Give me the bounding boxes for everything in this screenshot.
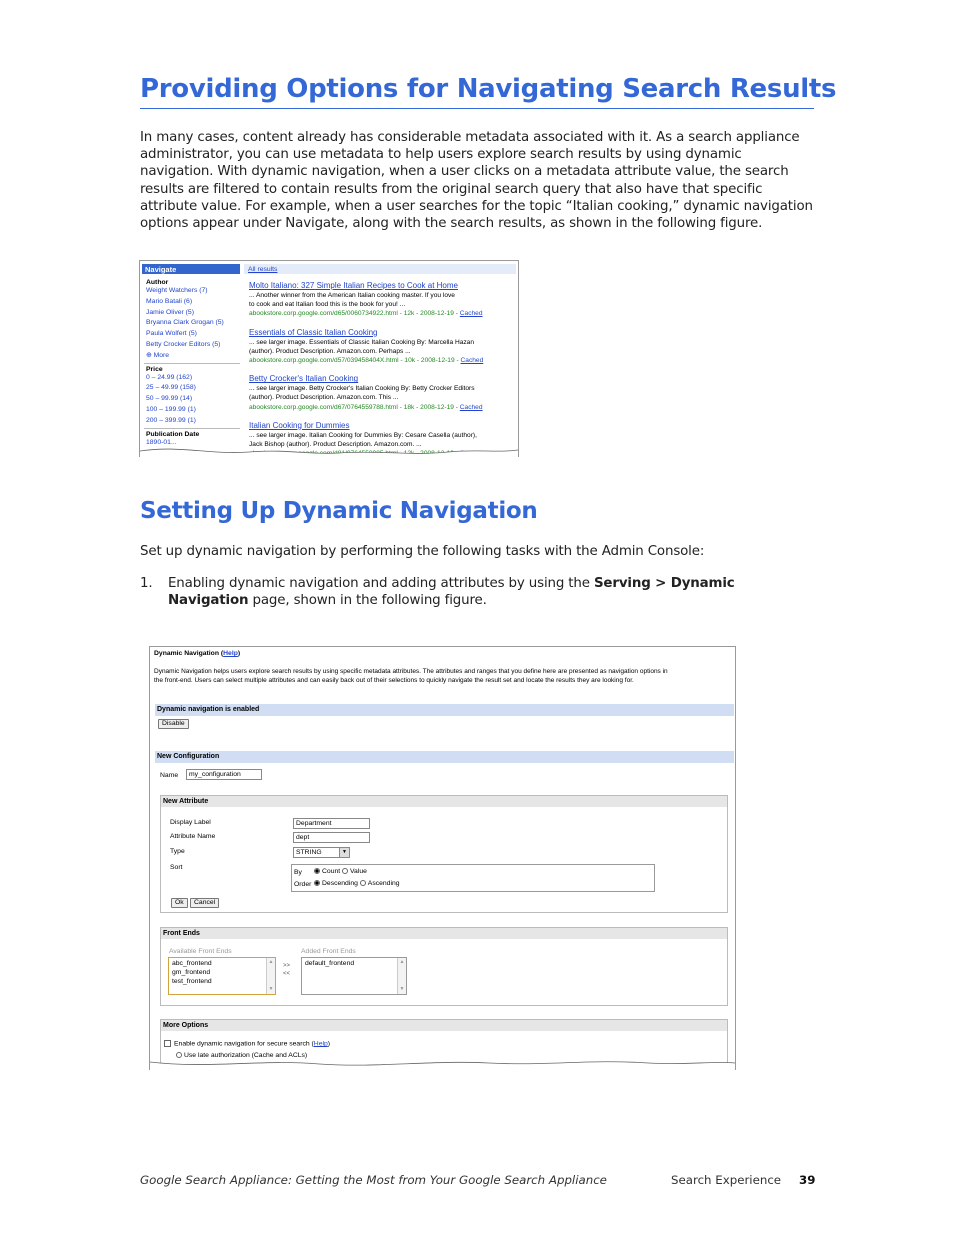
cancel-button[interactable]: Cancel: [190, 898, 219, 908]
scrollbar[interactable]: ▲ ▼: [266, 958, 275, 994]
nav-group-title: Price: [146, 365, 163, 373]
result-snippet: to cook and eat Italian food this is the book for you! ...: [249, 301, 406, 309]
nav-link[interactable]: 25 – 49.99 (158): [146, 384, 196, 392]
description-line: the front-end. Users can select multiple attributes and can easily back out of their selections to quickly navigate the result set and locate the results they are looking for.: [154, 677, 634, 684]
secure-search-checkbox[interactable]: [164, 1040, 171, 1047]
page-number: 39: [799, 1173, 816, 1187]
result-url-text: abookstore.corp.google.com/d67/0764559788.html - 18k - 2008-12-19 -: [249, 403, 458, 411]
result-snippet: ... see larger image. Essentials of Classic Italian Cooking By: Marcella Hazan: [249, 338, 475, 346]
step-text-pre: Enabling dynamic navigation and adding attributes by using the: [168, 576, 594, 591]
result-snippet: ... see larger image. Betty Crocker's Italian Cooking By: Betty Crocker Editors: [249, 385, 475, 393]
nav-link[interactable]: Jamie Oliver (5): [146, 308, 194, 316]
attribute-name-label: Attribute Name: [170, 833, 216, 840]
result-url-text: abookstore.corp.google.com/d57/039458404X.html - 10k - 2008-12-19 -: [249, 357, 459, 365]
count-option-label: Count: [322, 868, 341, 875]
result-snippet: Jack Bishop (author). Product Description. Amazon.com. ...: [249, 441, 422, 449]
description-line: Dynamic Navigation helps users explore search results by using specific metadata attributes. The attributes and ranges that you define here are presented as navigation options in: [154, 668, 668, 675]
more-options-header: More Options: [161, 1020, 727, 1031]
help-link[interactable]: Help: [223, 650, 238, 657]
section-heading-setup: Setting Up Dynamic Navigation: [140, 498, 538, 524]
added-label: Added Front Ends: [301, 948, 356, 955]
by-label: By: [294, 869, 302, 876]
setup-paragraph: Set up dynamic navigation by performing the following tasks with the Admin Console:: [140, 544, 705, 559]
all-results-link[interactable]: All results: [244, 264, 516, 274]
result-url: [249, 309, 516, 318]
available-label: Available Front Ends: [169, 948, 232, 955]
nav-link[interactable]: Weight Watchers (7): [146, 287, 208, 294]
nav-link[interactable]: Bryanna Clark Grogan (5): [146, 319, 224, 327]
nav-group-title: Author: [146, 279, 169, 286]
panel-title: [154, 650, 240, 657]
late-auth-label: Use late authorization (Cache and ACLs): [184, 1052, 308, 1059]
sort-order-options: [314, 880, 400, 887]
available-listbox[interactable]: [168, 957, 276, 995]
new-attribute-section: [160, 795, 728, 913]
display-label-label: Display Label: [170, 819, 211, 826]
result-item: [244, 281, 516, 319]
add-arrow-button[interactable]: >>: [283, 963, 291, 969]
sort-label: Sort: [170, 864, 183, 871]
value-radio[interactable]: [342, 868, 348, 874]
result-snippet: (author). Product Description. Amazon.com. This ...: [249, 394, 399, 402]
cached-link[interactable]: Cached: [460, 357, 484, 365]
count-radio[interactable]: [314, 868, 320, 874]
front-ends-section: [160, 927, 728, 1006]
enabled-bar: Dynamic navigation is enabled: [155, 704, 734, 716]
result-snippet: (author). Product Description. Amazon.com. Perhaps ...: [249, 347, 411, 355]
navigate-panel: [142, 264, 240, 448]
step-number: 1.: [140, 576, 153, 591]
type-select[interactable]: [293, 847, 350, 858]
nav-link[interactable]: 0 – 24.99 (162): [146, 373, 193, 381]
front-ends-header: Front Ends: [161, 928, 727, 939]
more-link[interactable]: ⊕ More: [146, 351, 170, 359]
step-menu-path: Serving > Dynamic Navigation: [168, 576, 735, 609]
name-label: Name: [160, 772, 179, 779]
navigate-header: Navigate: [142, 264, 240, 274]
disable-button[interactable]: Disable: [158, 719, 189, 729]
panel-title-close: ): [237, 650, 241, 657]
list-item[interactable]: default_frontend: [305, 960, 355, 967]
list-item[interactable]: gm_frontend: [172, 969, 211, 976]
intro-paragraph: In many cases, content already has considerable metadata associated with it. As a search appliance administrator, you can use metadata to help users explore search results by using dynamic navigation. With dynamic navigation, when a user clicks on a metadata attribute value, the search results are filtered to contain results from the original search query that also have that specific attribute value. For example, when a user searches for the topic “Italian cooking,” dynamic navigation options appear under Navigate, along with the search results, as shown in the following figure.: [140, 130, 813, 232]
added-listbox[interactable]: [301, 957, 407, 995]
ascending-radio[interactable]: [360, 880, 366, 886]
list-item[interactable]: abc_frontend: [172, 960, 212, 967]
step-text-post: page, shown in the following figure.: [248, 593, 487, 609]
list-item[interactable]: test_frontend: [172, 978, 212, 985]
panel-description: [154, 667, 732, 685]
figure-admin-console: [149, 646, 736, 1070]
secure-search-label: Enable dynamic navigation for secure search (: [174, 1040, 314, 1048]
help-link[interactable]: Help: [313, 1040, 328, 1048]
figure-search-results: [139, 260, 519, 457]
ascending-option-label: Ascending: [367, 880, 400, 887]
new-attribute-header: New Attribute: [161, 796, 727, 807]
secure-search-label-end: ): [327, 1040, 331, 1048]
torn-edge: [140, 445, 518, 457]
footer-section: Search Experience: [671, 1173, 782, 1187]
sort-options-box: [291, 864, 655, 892]
section-heading-navigating: Providing Options for Navigating Search Results: [140, 74, 814, 109]
cached-link[interactable]: Cached: [459, 403, 483, 411]
sort-by-options: [314, 868, 367, 875]
order-label: Order: [294, 881, 312, 888]
result-title[interactable]: Italian Cooking for Dummies: [249, 420, 350, 430]
descending-radio[interactable]: [314, 880, 320, 886]
value-option-label: Value: [350, 868, 367, 875]
nav-link[interactable]: 200 – 399.99 (1): [146, 416, 196, 424]
name-input[interactable]: my_configuration: [186, 769, 262, 780]
nav-group-title: Publication Date: [146, 430, 200, 438]
result-url: [249, 356, 516, 365]
divider: [144, 363, 240, 364]
nav-link[interactable]: 50 – 99.99 (14): [146, 395, 193, 403]
nav-link[interactable]: Betty Crocker Editors (5): [146, 340, 221, 348]
cached-link[interactable]: Cached: [459, 310, 483, 318]
nav-link[interactable]: 100 – 199.99 (1): [146, 405, 196, 413]
result-snippet: ... see larger image. Italian Cooking for Dummies By: Cesare Casella (author),: [249, 431, 477, 439]
torn-edge: [150, 1057, 735, 1070]
nav-link[interactable]: Mario Batali (6): [146, 297, 193, 305]
footer-book-title: Google Search Appliance: Getting the Most from Your Google Search Appliance: [140, 1173, 607, 1187]
result-url: [249, 403, 516, 412]
nav-link[interactable]: 1890-01...: [146, 438, 177, 446]
results-panel: [244, 264, 516, 457]
result-url-text: abookstore.corp.google.com/d65/0060734922.html - 12k - 2008-12-19 -: [249, 310, 458, 318]
panel-title-text: Dynamic Navigation (: [154, 650, 224, 657]
display-label-input[interactable]: Department: [293, 818, 370, 829]
type-label: Type: [170, 848, 185, 855]
ok-button[interactable]: Ok: [171, 898, 188, 908]
divider: [144, 428, 240, 429]
result-title[interactable]: Molto Italiano: 327 Simple Italian Recipes to Cook at Home: [249, 281, 458, 290]
new-config-bar: New Configuration: [155, 751, 734, 763]
result-title[interactable]: Essentials of Classic Italian Cooking: [249, 327, 378, 337]
step-text: [168, 575, 808, 609]
descending-option-label: Descending: [322, 880, 358, 887]
type-selected-value: STRING: [296, 849, 322, 856]
result-title[interactable]: Betty Crocker's Italian Cooking: [249, 374, 359, 384]
scrollbar[interactable]: ▲ ▼: [397, 958, 406, 994]
result-snippet: ... Another winner from the American Italian cooking master. If you love: [249, 292, 455, 299]
attribute-name-input[interactable]: dept: [293, 832, 370, 843]
secure-search-option: [164, 1040, 330, 1047]
chevron-down-icon[interactable]: ▼: [339, 848, 349, 857]
remove-arrow-button[interactable]: <<: [283, 971, 291, 977]
result-item: [244, 328, 516, 366]
nav-link[interactable]: Paula Wolfert (5): [146, 330, 197, 338]
result-item: [244, 374, 516, 412]
